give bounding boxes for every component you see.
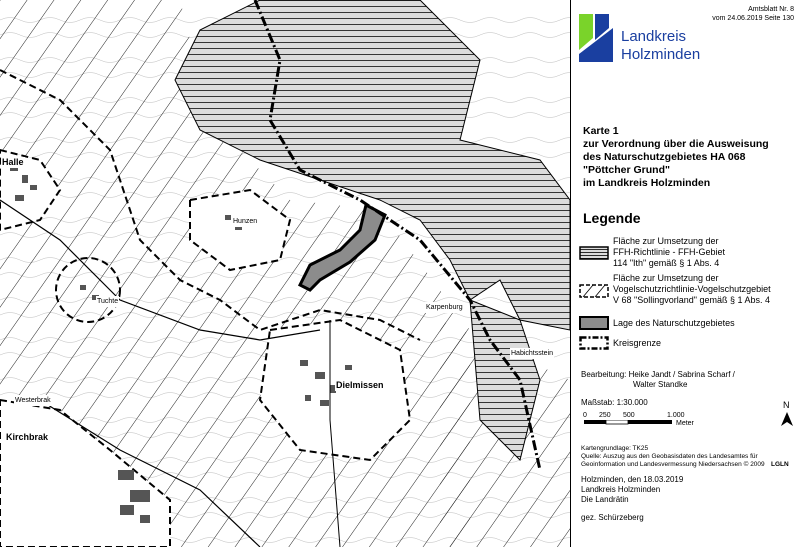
amtsblatt-number: Amtsblatt Nr. 8 <box>748 6 794 13</box>
north-label: N <box>783 400 790 410</box>
legend-item-bird <box>579 274 800 308</box>
map-title <box>583 125 793 190</box>
scale-unit: Meter <box>676 420 694 427</box>
legend-panel <box>571 0 800 547</box>
district-logo-icon <box>579 14 619 62</box>
title-line4: "Pöttcher Grund" <box>583 164 670 176</box>
source-line3: Geoinformation und Landesvermessung Niedersachsen © 2009 <box>581 461 765 468</box>
scale-tick-250: 250 <box>599 412 611 419</box>
legend-border-label: Kreisgrenze <box>613 338 662 348</box>
legend-item-ffh <box>579 238 800 272</box>
footer-signature: gez. Schürzeberg <box>581 513 644 522</box>
footer-place-date: Holzminden, den 18.03.2019 <box>581 475 684 484</box>
scale-tick-500: 500 <box>623 412 635 419</box>
title-line3: des Naturschutzgebietes HA 068 <box>583 151 746 163</box>
legend-ffh-line3: 114 "Ith" gemäß § 1 Abs. 4 <box>613 258 720 268</box>
editor-line1: Bearbeitung: Heike Jandt / Sabrina Scharf / <box>581 370 735 379</box>
map-label-karpenburg: Karpenburg <box>426 304 463 311</box>
map-label-westerbrak: Westerbrak <box>15 397 51 404</box>
legend-bird-line2: Vogelschutzrichtlinie-Vogelschutzgebiet <box>613 284 771 294</box>
logo-line2: Holzminden <box>621 46 701 63</box>
legend-item-border <box>579 336 800 352</box>
legend-item-nsg <box>579 316 800 332</box>
legend-ffh-line1: Fläche zur Umsetzung der <box>613 236 719 246</box>
legend-nsg-symbol <box>579 316 609 330</box>
legend-bird-symbol <box>579 284 609 298</box>
legend-ffh-symbol <box>579 246 609 260</box>
lgln-logo: LGLN <box>771 461 789 468</box>
legend-title: Legende <box>583 210 641 226</box>
footer-org: Landkreis Holzminden <box>581 485 661 494</box>
source-line2: Quelle: Auszug aus den Geobasisdaten des Landesamtes für <box>581 453 758 460</box>
legend-nsg-label: Lage des Naturschutzgebietes <box>613 318 735 328</box>
legend-border-symbol <box>579 336 609 350</box>
map-label-dielmissen: Dielmissen <box>336 380 384 390</box>
footer-role: Die Landrätin <box>581 495 629 504</box>
legend-bird-line3: V 68 "Sollingvorland" gemäß § 1 Abs. 4 <box>613 295 770 305</box>
title-line2: zur Verordnung über die Ausweisung <box>583 138 769 150</box>
amtsblatt-date: vom 24.06.2019 Seite 130 <box>712 15 794 22</box>
legend-ffh-line2: FFH-Richtlinie - FFH-Gebiet <box>613 247 726 257</box>
map-label-tuchte: Tuchte <box>97 298 119 305</box>
map-label-hunzen: Hunzen <box>233 218 258 225</box>
map-label-halle: Halle <box>2 157 24 167</box>
map-label-kirchbrak: Kirchbrak <box>6 432 49 442</box>
title-line5: im Landkreis Holzminden <box>583 177 711 189</box>
logo-line1: Landkreis <box>621 28 687 45</box>
scale-tick-1000: 1.000 <box>667 412 685 419</box>
editor-line2: Walter Standke <box>633 380 688 389</box>
legend-bird-line1: Fläche zur Umsetzung der <box>613 273 719 283</box>
scale-label: Maßstab: 1:30.000 <box>581 398 648 407</box>
source-line1: Kartengrundlage: TK25 <box>581 445 649 452</box>
title-line1: Karte 1 <box>583 125 619 137</box>
scale-tick-0: 0 <box>583 412 587 419</box>
map-label-habichtsstein: Habichtsstein <box>511 350 554 357</box>
